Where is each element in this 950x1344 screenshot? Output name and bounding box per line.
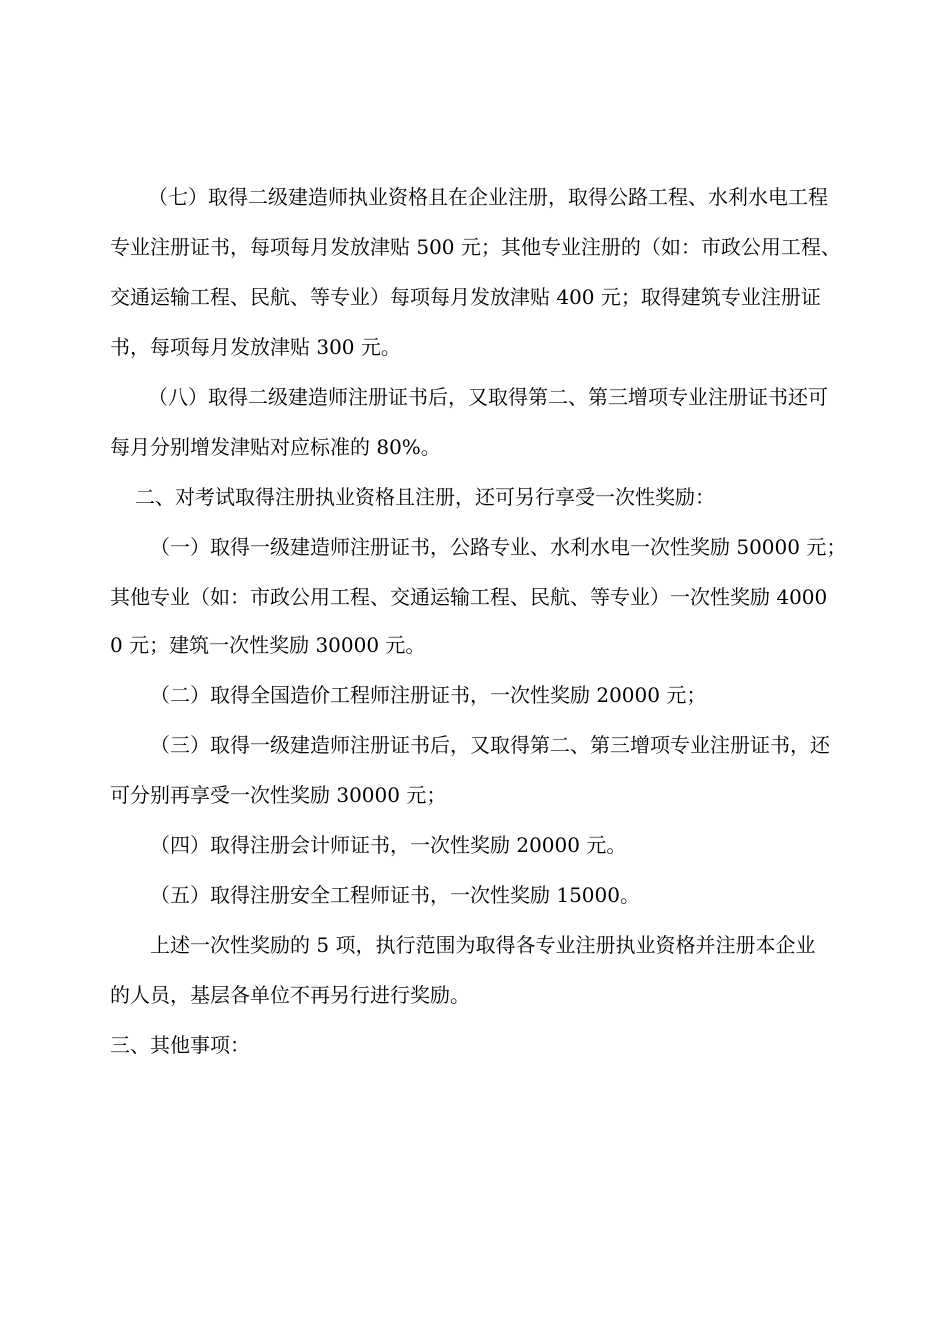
note-line-2: 的人员，基层各单位不再另行进行奖励。 — [110, 983, 470, 1007]
section-heading-line — [0, 482, 950, 512]
paragraph-line — [0, 730, 950, 760]
reward-5-line-1: （五）取得注册安全工程师证书，一次性奖励 15000。 — [150, 883, 640, 907]
paragraph-8-line-2: 每月分别增发津贴对应标准的 80%。 — [110, 435, 441, 459]
reward-3-line-2: 可分别再享受一次性奖励 30000 元； — [110, 783, 447, 807]
paragraph-line — [0, 282, 950, 312]
section-3-heading: 三、其他事项： — [110, 1033, 250, 1057]
paragraph-7-line-2: 专业注册证书，每项每月发放津贴 500 元；其他专业注册的（如：市政公用工程、 — [110, 235, 841, 259]
reward-4-line-1: （四）取得注册会计师证书，一次性奖励 20000 元。 — [150, 833, 627, 857]
paragraph-line — [0, 830, 950, 860]
paragraph-line — [0, 432, 950, 462]
reward-2-line-1: （二）取得全国造价工程师注册证书，一次性奖励 20000 元； — [150, 683, 707, 707]
reward-1-line-2: 其他专业（如：市政公用工程、交通运输工程、民航、等专业）一次性奖励 4000 — [110, 585, 828, 609]
paragraph-7-line-3: 交通运输工程、民航、等专业）每项每月发放津贴 400 元；取得建筑专业注册证 — [110, 285, 821, 309]
section-2-heading: 二、对考试取得注册执业资格且注册，还可另行享受一次性奖励： — [135, 485, 715, 509]
paragraph-line — [0, 582, 950, 612]
note-line-1: 上述一次性奖励的 5 项，执行范围为取得各专业注册执业资格并注册本企业 — [150, 933, 816, 957]
reward-3-line-1: （三）取得一级建造师注册证书后，又取得第二、第三增项专业注册证书，还 — [150, 733, 830, 757]
reward-1-line-1: （一）取得一级建造师注册证书，公路专业、水利水电一次性奖励 50000 元； — [150, 535, 847, 559]
paragraph-line — [0, 382, 950, 412]
section-heading-line — [0, 1030, 950, 1060]
paragraph-7-line-1: （七）取得二级建造师执业资格且在企业注册，取得公路工程、水利水电工程 — [148, 185, 828, 209]
paragraph-7-line-4: 书，每项每月发放津贴 300 元。 — [110, 335, 401, 359]
paragraph-line — [0, 680, 950, 710]
paragraph-line — [0, 780, 950, 810]
paragraph-8-line-1: （八）取得二级建造师注册证书后，又取得第二、第三增项专业注册证书还可 — [148, 385, 828, 409]
paragraph-line — [0, 630, 950, 660]
reward-1-line-3: 0 元；建筑一次性奖励 30000 元。 — [110, 633, 426, 657]
paragraph-line — [0, 332, 950, 362]
paragraph-line — [0, 980, 950, 1010]
paragraph-line — [0, 182, 950, 212]
paragraph-line — [0, 880, 950, 910]
paragraph-line — [0, 930, 950, 960]
paragraph-line — [0, 532, 950, 562]
paragraph-line — [0, 232, 950, 262]
